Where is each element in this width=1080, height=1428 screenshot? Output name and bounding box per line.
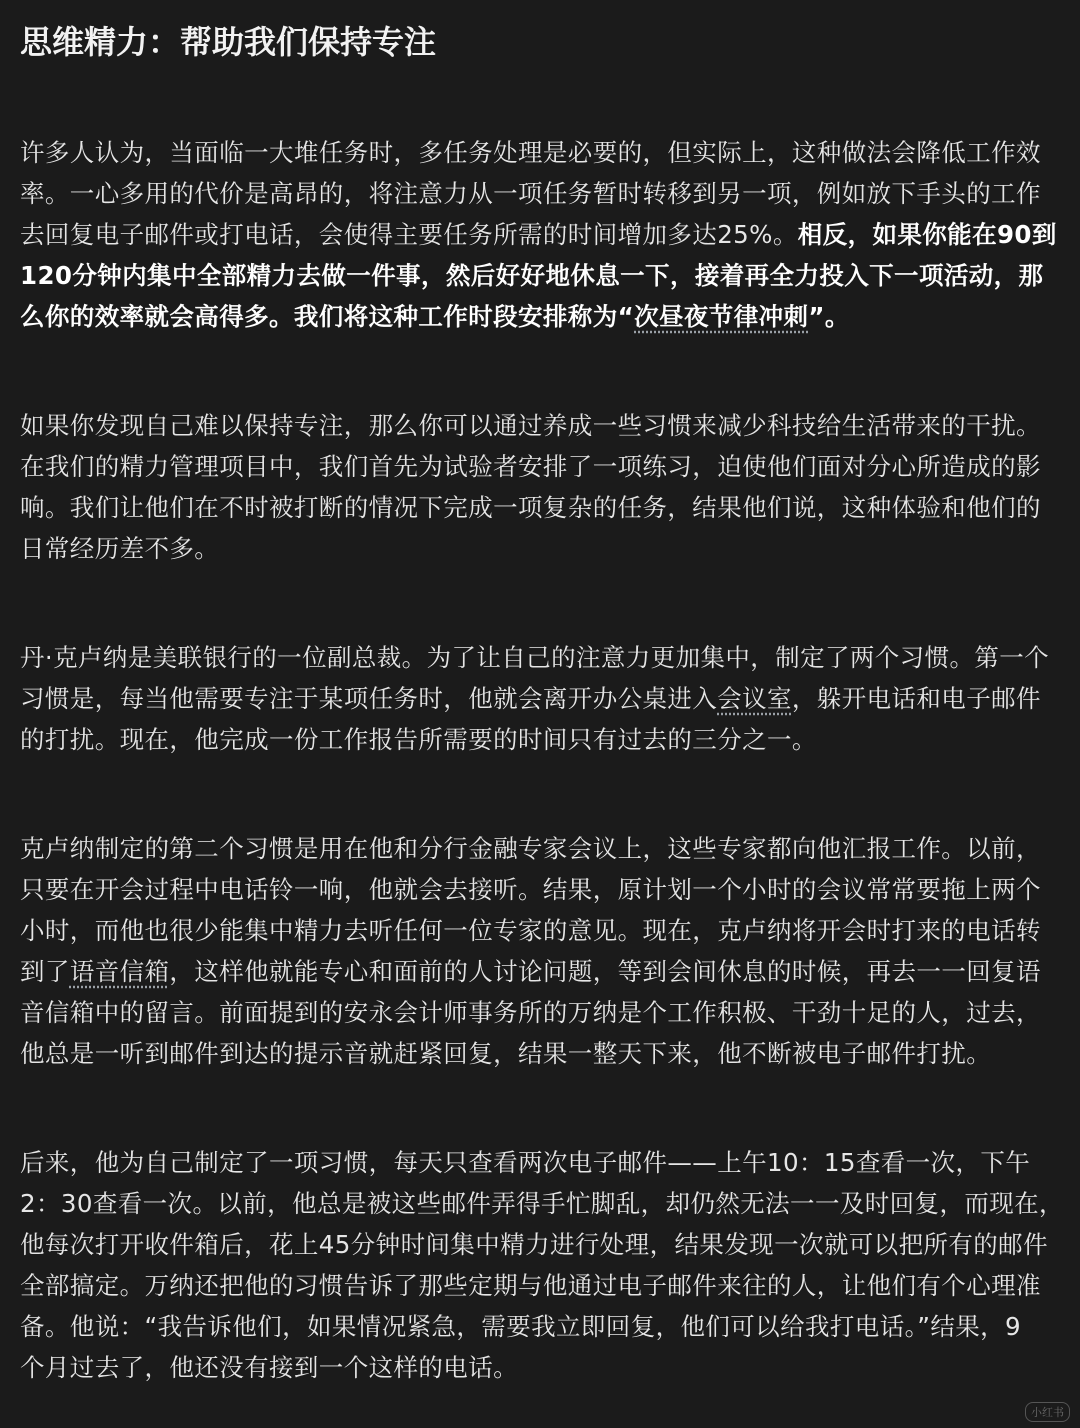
paragraph-line: 他总是一听到邮件到达的提示音就赶紧回复，结果一整天下来，他不断被电子邮件打扰。: [20, 1039, 992, 1068]
paragraph-line: 音信箱中的留言。前面提到的安永会计师事务所的万纳是个工作积极、干劲十足的人，过去，: [20, 998, 1041, 1027]
paragraph-line: [20, 951, 1070, 992]
plain-text: 到了: [20, 957, 70, 986]
paragraph-2: [20, 405, 1070, 569]
paragraph-line: 许多人认为，当面临一大堆任务时，多任务处理是必要的，但实际上，这种做法会降低工作效: [20, 138, 1041, 167]
plain-text: 习惯是，每当他需要专注于某项任务时，他就会离开办公桌进入: [20, 684, 718, 713]
paragraph-line: 2：30查看一次。以前，他总是被这些邮件弄得手忙脚乱，却仍然无法一一及时回复，而现在，: [20, 1189, 1064, 1218]
plain-text: ，这样他就能专心和面前的人讨论问题，等到会间休息的时候，再去一一回复语: [169, 957, 1041, 986]
paragraph-line: 如果你发现自己难以保持专注，那么你可以通过养成一些习惯来减少科技给生活带来的干扰。: [20, 411, 1041, 440]
paragraph-line: 备。他说：“我告诉他们，如果情况紧急，需要我立即回复，他们可以给我打电话。”结果，9: [20, 1312, 1022, 1341]
paragraph-line: 在我们的精力管理项目中，我们首先为试验者安排了一项练习，迫使他们面对分心所造成的影: [20, 452, 1041, 481]
page-title: 思维精力：帮助我们保持专注: [20, 23, 437, 61]
paragraph-5: [20, 1142, 1070, 1388]
paragraph-line: [20, 678, 1070, 719]
bold-text: 相反，如果你能在90到: [797, 220, 1057, 249]
paragraph-line: 全部搞定。万纳还把他的习惯告诉了那些定期与他通过电子邮件来往的人，让他们有个心理准: [20, 1271, 1041, 1300]
bold-text: 么你的效率就会高得多。我们将这种工作时段安排称为“: [20, 302, 635, 331]
paragraph-4: [20, 828, 1070, 1074]
paragraph-line: 小时，而他也很少能集中精力去听任何一位专家的意见。现在，克卢纳将开会时打来的电话转: [20, 916, 1041, 945]
paragraph-line: 日常经历差不多。: [20, 534, 220, 563]
paragraph-line: 率。一心多用的代价是高昂的，将注意力从一项任务暂时转移到另一项，例如放下手头的工作: [20, 179, 1041, 208]
paragraph-3: [20, 637, 1070, 760]
paragraph-line: 后来，他为自己制定了一项习惯，每天只查看两次电子邮件——上午10：15查看一次，下午: [20, 1148, 1031, 1177]
bold-text: ”。: [808, 302, 850, 331]
paragraph-line: 响。我们让他们在不时被打断的情况下完成一项复杂的任务，结果他们说，这种体验和他们的: [20, 493, 1041, 522]
linked-term[interactable]: 会议室: [717, 684, 792, 713]
paragraph-line: [20, 214, 1070, 255]
plain-text: 去回复电子邮件或打电话，会使得主要任务所需的时间增加多达25%。: [20, 220, 798, 249]
paragraph-line: 只要在开会过程中电话铃一响，他就会去接听。结果，原计划一个小时的会议常常要拖上两个: [20, 875, 1041, 904]
paragraph-line: 的打扰。现在，他完成一份工作报告所需要的时间只有过去的三分之一。: [20, 725, 817, 754]
linked-term[interactable]: 语音信箱: [69, 957, 170, 986]
paragraph-1: [20, 132, 1070, 337]
plain-text: ，躲开电话和电子邮件: [791, 684, 1041, 713]
paragraph-line: 丹·克卢纳是美联银行的一位副总裁。为了让自己的注意力更加集中，制定了两个习惯。第一个: [20, 643, 1050, 672]
paragraph-line: 他每次打开收件箱后，花上45分钟时间集中精力进行处理，结果发现一次就可以把所有的邮件: [20, 1230, 1048, 1259]
bold-line: [20, 296, 1070, 337]
paragraph-line: 个月过去了，他还没有接到一个这样的电话。: [20, 1353, 518, 1382]
paragraph-line: 克卢纳制定的第二个习惯是用在他和分行金融专家会议上，这些专家都向他汇报工作。以前，: [20, 834, 1041, 863]
bold-line: 120分钟内集中全部精力去做一件事，然后好好地休息一下，接着再全力投入下一项活动，那: [20, 261, 1044, 290]
watermark-logo: 小红书: [1025, 1402, 1070, 1422]
linked-term[interactable]: 次昼夜节律冲刺: [634, 302, 809, 331]
